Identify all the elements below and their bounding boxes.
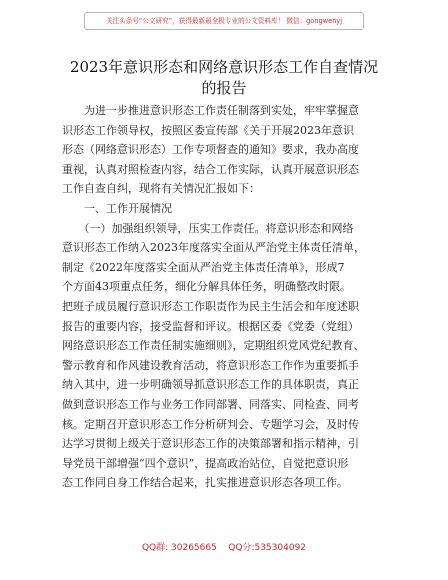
body-line: 个方面43项重点任务，细化分解具体任务，明确整改时限。 bbox=[62, 280, 351, 294]
body-line: 网络意识形态工作责任制实施细则》，定期组织党风党纪教育、 bbox=[62, 339, 365, 353]
body-line: 为进一步推进意识形态工作责任制落到实处，牢牢掌握意 bbox=[62, 104, 359, 117]
document-title-line-1: 2023年意识形态和网络意识形态工作自查情况 bbox=[69, 58, 379, 76]
body-line: 核。定期召开意识形态工作分析研判会、专题学习会，及时传 bbox=[62, 417, 359, 431]
body-line: 警示教育和作风建设教育活动，将意识形态工作作为重要抓手 bbox=[62, 358, 359, 372]
contact-footer: QQ群: 30265665 QQ分:535304092 bbox=[141, 543, 307, 553]
body-line: 工作自查自纠，现将有关情况汇报如下： bbox=[62, 182, 260, 196]
body-line: 纳入其中，进一步明确领导抓意识形态工作的具体职责，真正 bbox=[62, 378, 359, 392]
promo-banner: 关注头条号“公文研究”，获得最新最全极专业的公文资料库！ 微信：gongwenyj bbox=[84, 12, 364, 30]
body-line: 制定《2022年度落实全面从严治党主体责任清单》，形成7 bbox=[62, 260, 345, 274]
body-line: 达学习贯彻上级关于意识形态工作的决策部署和指示精神，引 bbox=[62, 437, 359, 451]
body-line: 重视，认真对照检查内容，结合工作实际，认真开展意识形态 bbox=[62, 162, 359, 176]
body-line: 做到意识形态工作与业务工作同部署、同落实、同检查、同考 bbox=[62, 397, 359, 411]
body-line: 识形态工作领导权，按照区委宣传部《关于开展2023年意识 bbox=[62, 123, 354, 137]
document-body bbox=[62, 101, 388, 493]
body-line: （一）加强组织领导，压实工作责任。将意识形态和网络 bbox=[62, 221, 354, 235]
body-line: 形态（网络意识形态）工作专项督查的通知》要求，我办高度 bbox=[62, 143, 359, 157]
body-line: 意识形态工作纳入2023年度落实全面从严治党主体责任清单， bbox=[62, 241, 365, 255]
body-line: 报告的重要内容，接受监督和评议。根据区委《党委（党组） bbox=[62, 319, 359, 333]
body-line: 导党员干部增强“四个意识”，提高政治站位，自觉把意识形 bbox=[62, 456, 349, 470]
body-line: 把班子成员履行意识形态工作职责作为民主生活会和年度述职 bbox=[62, 299, 359, 313]
section-heading: 一、工作开展情况 bbox=[62, 201, 172, 215]
body-line: 态工作同自身工作结合起来，扎实推进意识形态各项工作。 bbox=[62, 476, 348, 490]
document-title-line-2: 的报告 bbox=[201, 79, 247, 97]
